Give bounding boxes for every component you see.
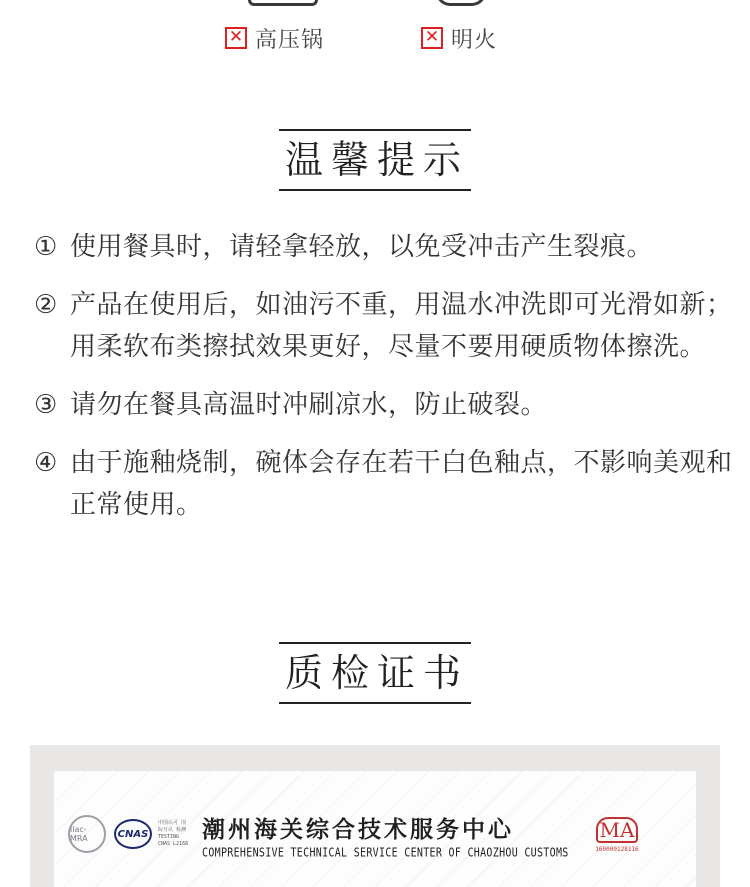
tip-number: ① <box>34 232 58 262</box>
org-name-en: COMPREHENSIVE TECHNICAL SERVICE CENTER OF CHAOZHOU CUSTOMS <box>202 847 569 861</box>
pressure-cooker-icon <box>248 0 318 6</box>
cma-number: 160000128116 <box>595 846 639 853</box>
tips-title: 温馨提示 <box>279 129 471 191</box>
cnas-side-text: 中国认可 国际互认 检测 TESTING CNAS L2168 <box>158 820 189 847</box>
tip-item <box>34 442 734 526</box>
tips-list <box>34 226 734 542</box>
certificate-org <box>202 815 569 861</box>
tip-text: 使用餐具时，请轻拿轻放，以免受冲击产生裂痕。 <box>70 232 654 262</box>
prohibited-items-strip <box>0 0 750 60</box>
tip-item <box>34 226 734 268</box>
tip-number: ② <box>34 290 58 320</box>
prohibited-item-pressure-cooker <box>225 24 324 52</box>
accreditation-logos <box>68 815 190 853</box>
open-flame-icon <box>436 0 486 6</box>
prohibited-label: 高压锅 <box>255 27 325 53</box>
ilac-mra-logo: ilac-MRA <box>68 815 106 853</box>
tip-text: 产品在使用后，如油污不重，用温水冲洗即可光滑如新；用柔软布类擦拭效果更好，尽量不要用硬质物体擦洗。 <box>70 290 733 362</box>
tip-item <box>34 284 734 368</box>
tip-text: 由于施釉烧制，碗体会存在若干白色釉点，不影响美观和正常使用。 <box>70 448 733 520</box>
certificate-heading <box>0 642 750 704</box>
certificate-title: 质检证书 <box>279 642 471 704</box>
tip-text: 请勿在餐具高温时冲刷凉水，防止破裂。 <box>70 390 548 420</box>
prohibited-item-open-flame <box>421 24 497 52</box>
cnas-logo: CNAS <box>114 819 152 849</box>
tip-item <box>34 384 734 426</box>
certificate-paper <box>54 771 696 887</box>
certificate-image <box>30 745 720 887</box>
tip-number: ③ <box>34 390 58 420</box>
prohibited-label: 明火 <box>451 27 498 53</box>
prohibited-x-icon: ✕ <box>225 27 247 49</box>
prohibited-x-icon: ✕ <box>421 27 443 49</box>
cma-seal <box>590 817 644 853</box>
cma-mark: MA <box>596 817 639 843</box>
org-name-cn: 潮州海关综合技术服务中心 <box>202 817 514 843</box>
tip-number: ④ <box>34 448 58 478</box>
tips-heading <box>0 129 750 191</box>
